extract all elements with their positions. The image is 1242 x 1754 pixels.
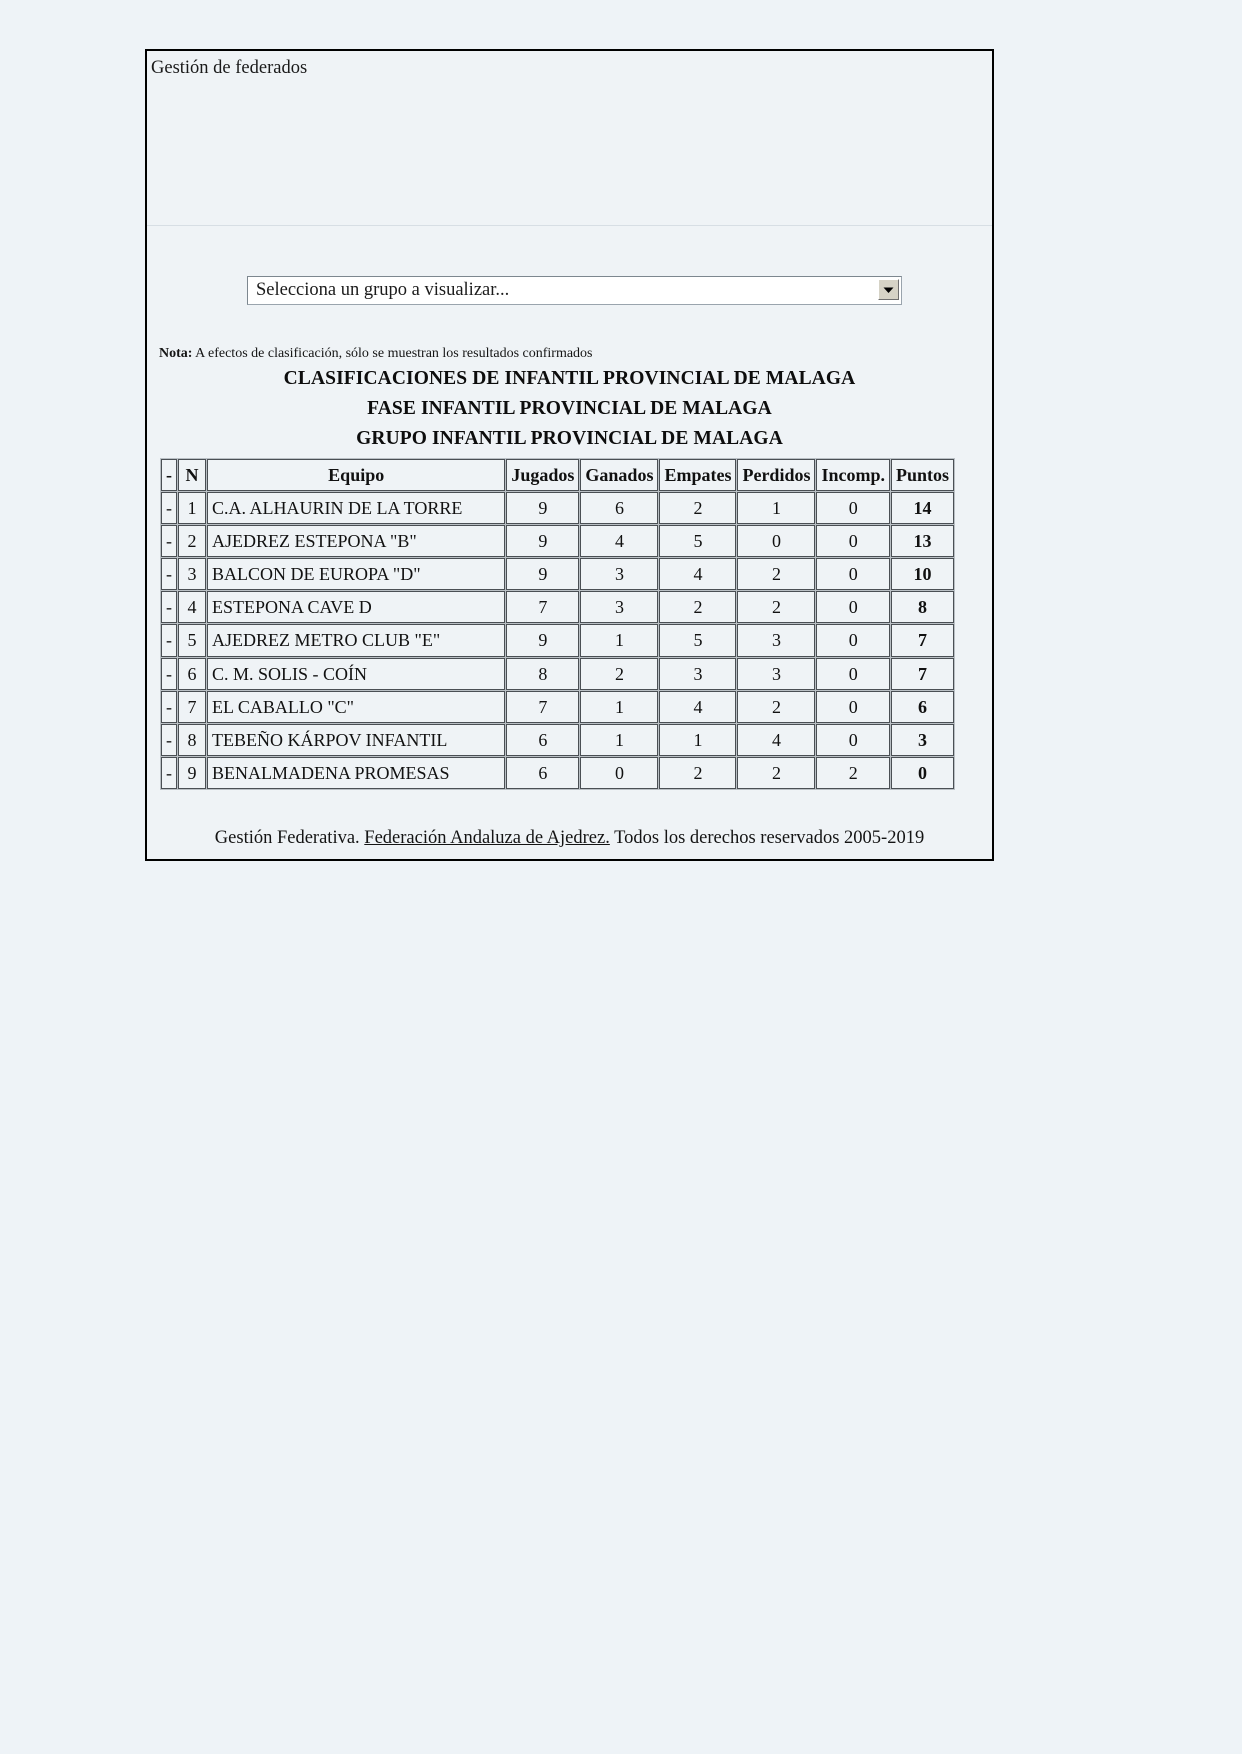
cell-incomp: 0: [816, 658, 890, 690]
cell-dash[interactable]: -: [161, 691, 177, 723]
note-text: [159, 346, 593, 362]
cell-empates: 2: [659, 757, 736, 789]
cell-dash[interactable]: -: [161, 525, 177, 557]
cell-team-name: BENALMADENA PROMESAS: [207, 757, 505, 789]
cell-position: 9: [178, 757, 206, 789]
column-header-n: N: [178, 459, 206, 491]
table-row: [161, 691, 954, 723]
standings-table-body: [161, 492, 954, 789]
cell-incomp: 0: [816, 591, 890, 623]
cell-dash[interactable]: -: [161, 658, 177, 690]
cell-position: 4: [178, 591, 206, 623]
cell-dash[interactable]: -: [161, 558, 177, 590]
cell-puntos: 14: [891, 492, 954, 524]
cell-position: 6: [178, 658, 206, 690]
cell-dash[interactable]: -: [161, 724, 177, 756]
cell-team-name: TEBEÑO KÁRPOV INFANTIL: [207, 724, 505, 756]
cell-empates: 2: [659, 591, 736, 623]
cell-perdidos: 0: [737, 525, 815, 557]
cell-team-name: BALCON DE EUROPA "D": [207, 558, 505, 590]
cell-position: 2: [178, 525, 206, 557]
column-header-equipo: Equipo: [207, 459, 505, 491]
classification-title: CLASIFICACIONES DE INFANTIL PROVINCIAL DE MALAGA: [283, 368, 856, 389]
cell-incomp: 0: [816, 724, 890, 756]
footer-prefix: Gestión Federativa.: [214, 828, 365, 848]
cell-jugados: 6: [506, 724, 579, 756]
cell-ganados: 1: [580, 624, 658, 656]
table-row: [161, 558, 954, 590]
cell-team-name: AJEDREZ ESTEPONA "B": [207, 525, 505, 557]
table-row: [161, 525, 954, 557]
cell-puntos: 6: [891, 691, 954, 723]
cell-incomp: 0: [816, 691, 890, 723]
cell-incomp: 2: [816, 757, 890, 789]
table-row: [161, 658, 954, 690]
cell-perdidos: 4: [737, 724, 815, 756]
cell-ganados: 3: [580, 591, 658, 623]
cell-perdidos: 2: [737, 691, 815, 723]
federation-link[interactable]: Federación Andaluza de Ajedrez.: [364, 828, 610, 848]
table-row: [161, 624, 954, 656]
group-select[interactable]: [247, 276, 902, 305]
cell-dash[interactable]: -: [161, 624, 177, 656]
cell-dash[interactable]: -: [161, 591, 177, 623]
cell-puntos: 3: [891, 724, 954, 756]
cell-incomp: 0: [816, 492, 890, 524]
note-body: A efectos de clasificación, sólo se muestran los resultados confirmados: [192, 346, 593, 361]
cell-ganados: 2: [580, 658, 658, 690]
standings-table-wrapper: [160, 458, 955, 790]
cell-ganados: 1: [580, 691, 658, 723]
cell-position: 1: [178, 492, 206, 524]
cell-perdidos: 2: [737, 757, 815, 789]
cell-ganados: 6: [580, 492, 658, 524]
cell-ganados: 4: [580, 525, 658, 557]
phase-title: FASE INFANTIL PROVINCIAL DE MALAGA: [367, 398, 772, 419]
cell-jugados: 9: [506, 558, 579, 590]
table-row: [161, 591, 954, 623]
cell-team-name: AJEDREZ METRO CLUB "E": [207, 624, 505, 656]
footer-suffix: Todos los derechos reservados 2005-2019: [609, 828, 925, 848]
cell-team-name: ESTEPONA CAVE D: [207, 591, 505, 623]
footer: [147, 828, 992, 849]
cell-perdidos: 2: [737, 558, 815, 590]
cell-jugados: 9: [506, 525, 579, 557]
cell-incomp: 0: [816, 558, 890, 590]
cell-perdidos: 2: [737, 591, 815, 623]
cell-jugados: 7: [506, 691, 579, 723]
cell-puntos: 8: [891, 591, 954, 623]
column-header-ganados: Ganados: [580, 459, 658, 491]
cell-ganados: 0: [580, 757, 658, 789]
cell-puntos: 7: [891, 624, 954, 656]
cell-empates: 5: [659, 624, 736, 656]
table-row: [161, 724, 954, 756]
standings-table: [160, 458, 955, 790]
group-select-value: Selecciona un grupo a visualizar...: [256, 280, 510, 300]
cell-incomp: 0: [816, 624, 890, 656]
table-row: [161, 492, 954, 524]
cell-jugados: 7: [506, 591, 579, 623]
table-row: [161, 757, 954, 789]
cell-ganados: 1: [580, 724, 658, 756]
standings-table-head: [161, 459, 954, 491]
note-label: Nota:: [159, 346, 193, 361]
column-header-perdidos: Perdidos: [737, 459, 815, 491]
cell-position: 7: [178, 691, 206, 723]
cell-empates: 5: [659, 525, 736, 557]
group-title: GRUPO INFANTIL PROVINCIAL DE MALAGA: [356, 428, 783, 449]
column-header-incomp: Incomp.: [816, 459, 890, 491]
cell-dash[interactable]: -: [161, 757, 177, 789]
cell-team-name: C.A. ALHAURIN DE LA TORRE: [207, 492, 505, 524]
cell-empates: 4: [659, 691, 736, 723]
cell-empates: 3: [659, 658, 736, 690]
cell-jugados: 9: [506, 492, 579, 524]
cell-position: 8: [178, 724, 206, 756]
cell-empates: 2: [659, 492, 736, 524]
column-header-jugados: Jugados: [506, 459, 579, 491]
cell-incomp: 0: [816, 525, 890, 557]
cell-position: 3: [178, 558, 206, 590]
cell-jugados: 8: [506, 658, 579, 690]
cell-dash[interactable]: -: [161, 492, 177, 524]
cell-puntos: 13: [891, 525, 954, 557]
cell-position: 5: [178, 624, 206, 656]
column-header-empates: Empates: [659, 459, 736, 491]
cell-perdidos: 3: [737, 658, 815, 690]
chevron-down-icon[interactable]: [878, 279, 899, 300]
app-frame: [145, 49, 994, 861]
cell-empates: 1: [659, 724, 736, 756]
cell-empates: 4: [659, 558, 736, 590]
cell-ganados: 3: [580, 558, 658, 590]
column-header-puntos: Puntos: [891, 459, 954, 491]
cell-perdidos: 1: [737, 492, 815, 524]
group-select-row: [247, 276, 902, 305]
page-title: Gestión de federados: [151, 58, 308, 78]
cell-perdidos: 3: [737, 624, 815, 656]
table-header-row: [161, 459, 954, 491]
cell-puntos: 0: [891, 757, 954, 789]
cell-jugados: 6: [506, 757, 579, 789]
column-header-dash: -: [161, 459, 177, 491]
cell-puntos: 10: [891, 558, 954, 590]
header-bar: [147, 51, 992, 226]
cell-puntos: 7: [891, 658, 954, 690]
cell-team-name: EL CABALLO "C": [207, 691, 505, 723]
cell-team-name: C. M. SOLIS - COÍN: [207, 658, 505, 690]
cell-jugados: 9: [506, 624, 579, 656]
